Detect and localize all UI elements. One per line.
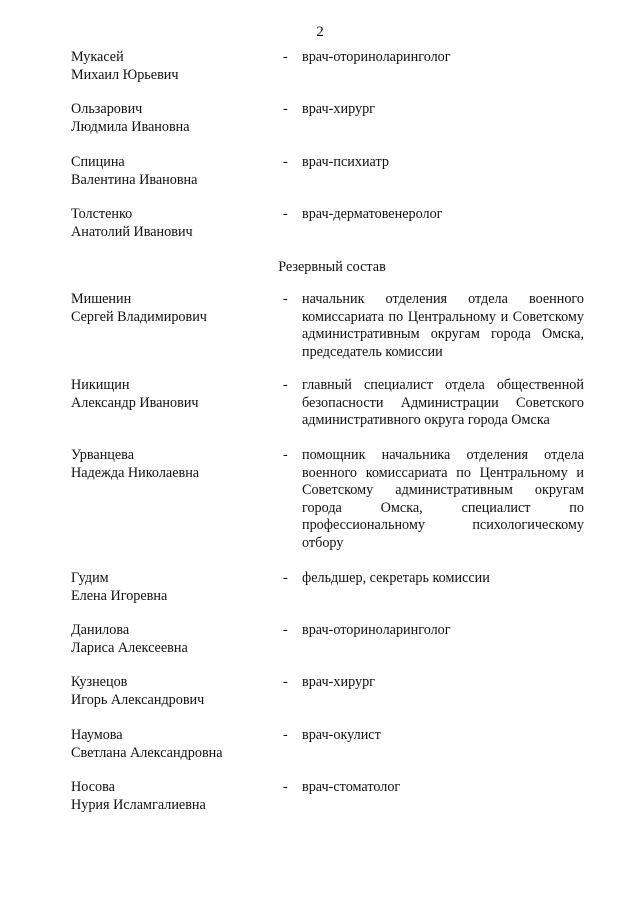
page-number: 2 <box>316 24 324 40</box>
dash: - <box>283 622 288 638</box>
member-role: врач-психиатр <box>302 154 389 170</box>
member-name <box>71 727 271 762</box>
member-surname: Толстенко <box>71 206 133 222</box>
member-surname: Данилова <box>71 622 130 638</box>
member-given-name: Валентина Ивановна <box>71 171 198 188</box>
member-name <box>71 779 271 814</box>
dash: - <box>283 154 288 170</box>
member-name <box>71 674 271 709</box>
member-given-name: Надежда Николаевна <box>71 464 200 481</box>
member-surname: Ользарович <box>71 101 143 117</box>
member-name <box>71 622 271 657</box>
member-name <box>71 377 271 412</box>
member-name <box>71 447 271 482</box>
dash: - <box>283 727 288 743</box>
member-surname: Гудим <box>71 570 109 586</box>
member-role: главный специалист отдела общественной безопасности Администрации Советского административного округа города Омска <box>302 377 584 429</box>
dash: - <box>283 779 288 795</box>
member-name <box>71 291 271 326</box>
member-role: врач-окулист <box>302 727 381 743</box>
member-role: врач-оториноларинголог <box>302 622 451 638</box>
member-given-name: Игорь Александрович <box>71 691 205 708</box>
member-surname: Никищин <box>71 377 130 393</box>
member-given-name: Светлана Александровна <box>71 744 223 761</box>
dash: - <box>283 101 288 117</box>
member-name <box>71 101 271 136</box>
dash: - <box>283 49 288 65</box>
member-given-name: Нурия Исламгалиевна <box>71 796 206 813</box>
member-given-name: Сергей Владимирович <box>71 308 207 325</box>
member-surname: Мукасей <box>71 49 124 65</box>
dash: - <box>283 674 288 690</box>
member-given-name: Лариса Алексеевна <box>71 639 188 656</box>
reserve-section-title: Резервный состав <box>278 259 386 275</box>
member-role: фельдшер, секретарь комиссии <box>302 570 490 586</box>
member-given-name: Михаил Юрьевич <box>71 66 179 83</box>
member-given-name: Елена Игоревна <box>71 587 168 604</box>
member-name <box>71 570 271 605</box>
dash: - <box>283 570 288 586</box>
member-surname: Спицина <box>71 154 125 170</box>
dash: - <box>283 447 288 463</box>
dash: - <box>283 206 288 222</box>
member-role: врач-дерматовенеролог <box>302 206 443 222</box>
member-surname: Носова <box>71 779 115 795</box>
member-name <box>71 154 271 189</box>
member-role: врач-хирург <box>302 674 375 690</box>
member-role: врач-оториноларинголог <box>302 49 451 65</box>
member-given-name: Александр Иванович <box>71 394 199 411</box>
member-surname: Наумова <box>71 727 123 743</box>
member-role: врач-стоматолог <box>302 779 401 795</box>
member-name <box>71 206 271 241</box>
dash: - <box>283 377 288 393</box>
member-surname: Кузнецов <box>71 674 128 690</box>
member-role: врач-хирург <box>302 101 375 117</box>
member-role: начальник отделения отдела военного комиссариата по Центральному и Советскому административным округам города Омска, председатель комиссии <box>302 291 584 360</box>
member-role: помощник начальника отделения отдела военного комиссариата по Центральному и Советскому административным округам города Омска, специалист по профессиональному психологическому отбору <box>302 447 584 551</box>
member-surname: Урванцева <box>71 447 134 463</box>
member-given-name: Людмила Ивановна <box>71 118 190 135</box>
member-given-name: Анатолий Иванович <box>71 223 193 240</box>
dash: - <box>283 291 288 307</box>
member-surname: Мишенин <box>71 291 132 307</box>
member-name <box>71 49 271 84</box>
